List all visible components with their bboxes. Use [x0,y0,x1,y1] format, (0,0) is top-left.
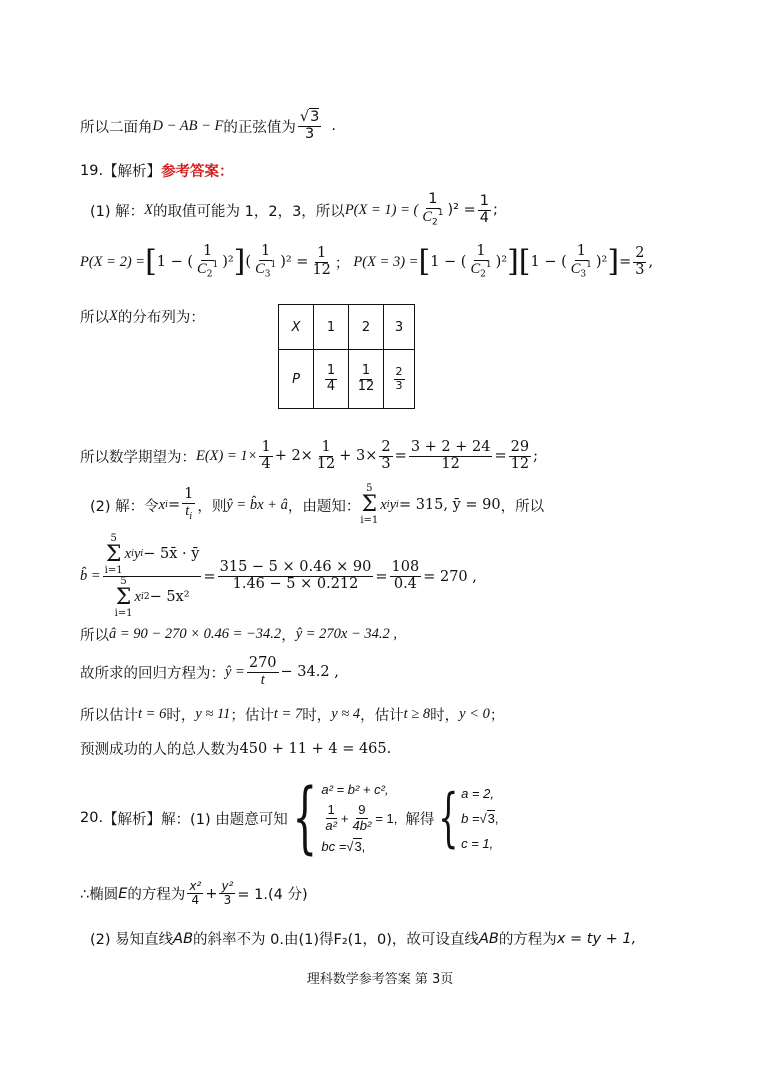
sqrt-value: 3 [310,109,320,125]
solution-values: a = 2, b =√3, c = 1, [461,785,499,851]
p2: $\frac{1}{12}$ [357,363,375,394]
header-1: 1 [314,305,349,350]
var: X [144,201,154,218]
line-expectation: 所以数学期望为： E(X) = 1× $\frac{1}{4}$ + 2× $\frac{1}{12}$ + 3× $\frac{2}{3}$ = $\frac{3 + 2 + 24}{12}$ = $\frac{29}{12}$ ; [80,439,538,472]
line-dihedral [80,110,336,143]
system-equations: a² = b² + c², $\frac{1}{\text{a²}}$ + $\frac{9}{\text{4b²}}$ = 1, bc =√3, [321,782,398,854]
var: X [109,308,118,324]
question-number: 20. [80,810,104,826]
bhat-formula: 5 Σ i=1 x i y i − 5x̄ · ȳ 5 Σ i=1 x i 2 − 5x² [104,533,200,619]
line-bhat: b̂ = 5 Σ i=1 x i y i − 5x̄ · ȳ 5 Σ i=1 x i 2 − 5x² = $\frac{315 - 5 \times 0.46 \times 90}{1.46 - 5 \times 0.212}$ = $\frac{108}{0.4}$ = 270 , [80,533,477,619]
text: 解得 [405,811,435,828]
text: 所以 [80,310,109,326]
text: 所以数学期望为： [80,449,196,466]
line-total: 预测成功的人的总人数为 450 + 11 + 4 = 465 . [80,740,392,758]
p3: $\frac{2}{3}$ [395,365,403,392]
line-regression: 故所求的回归方程为： ŷ = $\frac{270}{t}$ − 34.2 , [80,655,339,688]
text: 的取值可能为 1，2，3，所以 [153,203,345,220]
text: 的正弦值为 [223,119,296,136]
expr: )² = [447,202,476,219]
line-ahat: 所以 â = 90 − 270 × 0.46 = −34.2 ， ŷ = 270x − 34.2 , [80,626,398,644]
fraction-sqrt3-3: $\frac{√3}{3}$ [299,109,320,142]
denominator: 3 [304,125,315,142]
expr: P(X = 2) = [80,253,146,270]
expr: D − AB − F [152,117,224,134]
question-number: 19. [80,162,104,179]
line-dist [80,306,205,327]
analysis-label: 【解析】 [103,811,162,828]
line-p1 [90,192,498,229]
answer-label: 参考答案： [161,164,234,180]
expr: P(X = 1) = ( [344,201,419,218]
fraction-result: $\frac{1}{4}$ [479,192,489,226]
fraction: $\frac{1}{C_2^1}$ [422,191,444,228]
sum-symbol: 5 Σ i=1 [360,483,379,526]
row-p: P [292,371,300,387]
text: . [331,118,336,135]
q19-header [80,160,234,181]
text: 解：(1) 由题意可知 [161,811,288,828]
line-part2: (2) 易知直线 AB 的斜率不为 0.由(1)得 F₂(1，0)，故可设直线 AB 的方程为 x = ty + 1, [90,930,637,948]
header-x: X [291,319,301,335]
text: 所以二面角 [80,119,153,136]
text: (1) 解： [90,203,145,220]
line-p2-p3: P(X = 2) = [ 1 − ( $\frac{1}{C_2^1}$ )² ] ( $\frac{1}{C_3^1}$ )² = $\frac{1}{12}$ ； P(X = 3) = [ 1 − ( $\frac{1}{C_2^1}$ )² ] [ 1 − ( $\frac{1}{C_3^1}$ )² ] = $\frac{2}{3}$ , [80,243,654,280]
p1: $\frac{1}{4}$ [326,363,336,394]
line-estimates: 所以估计 t = 6 时， y ≈ 11 ；估计 t = 7 时， y ≈ 4 ，估计 t ≥ 8 时， y < 0 ； [80,706,505,724]
page-footer: 理科数学参考答案 第 3页 [306,972,454,987]
header-2: 2 [349,305,384,350]
line-ellipse: ∴椭圆 E 的方程为 $\frac{\text{x²}}{4}$ + $\frac{\text{y²}}{3}$ = 1.(4 分) [80,879,308,908]
header-3: 3 [384,305,415,350]
line-substitution: (2) 解：令 x i = $\frac{1}{t_i}$ ，则 ŷ = b̂x + â ，由题知： 5 Σ i=1 x i y i = 315, ȳ = 90 ，所以 [90,483,545,526]
distribution-table [278,304,415,409]
q20-system: 20. 【解析】 解：(1) 由题意可知 { a² = b² + c², $\frac{1}{\text{a²}}$ + $\frac{9}{\text{4b²}}$ = 1, bc =√3, 解得 { a = 2, b =√3, c = 1, [80,773,499,863]
text: 的分布列为： [117,310,205,326]
analysis-label: 【解析】 [103,164,162,180]
text: ; [492,202,498,219]
